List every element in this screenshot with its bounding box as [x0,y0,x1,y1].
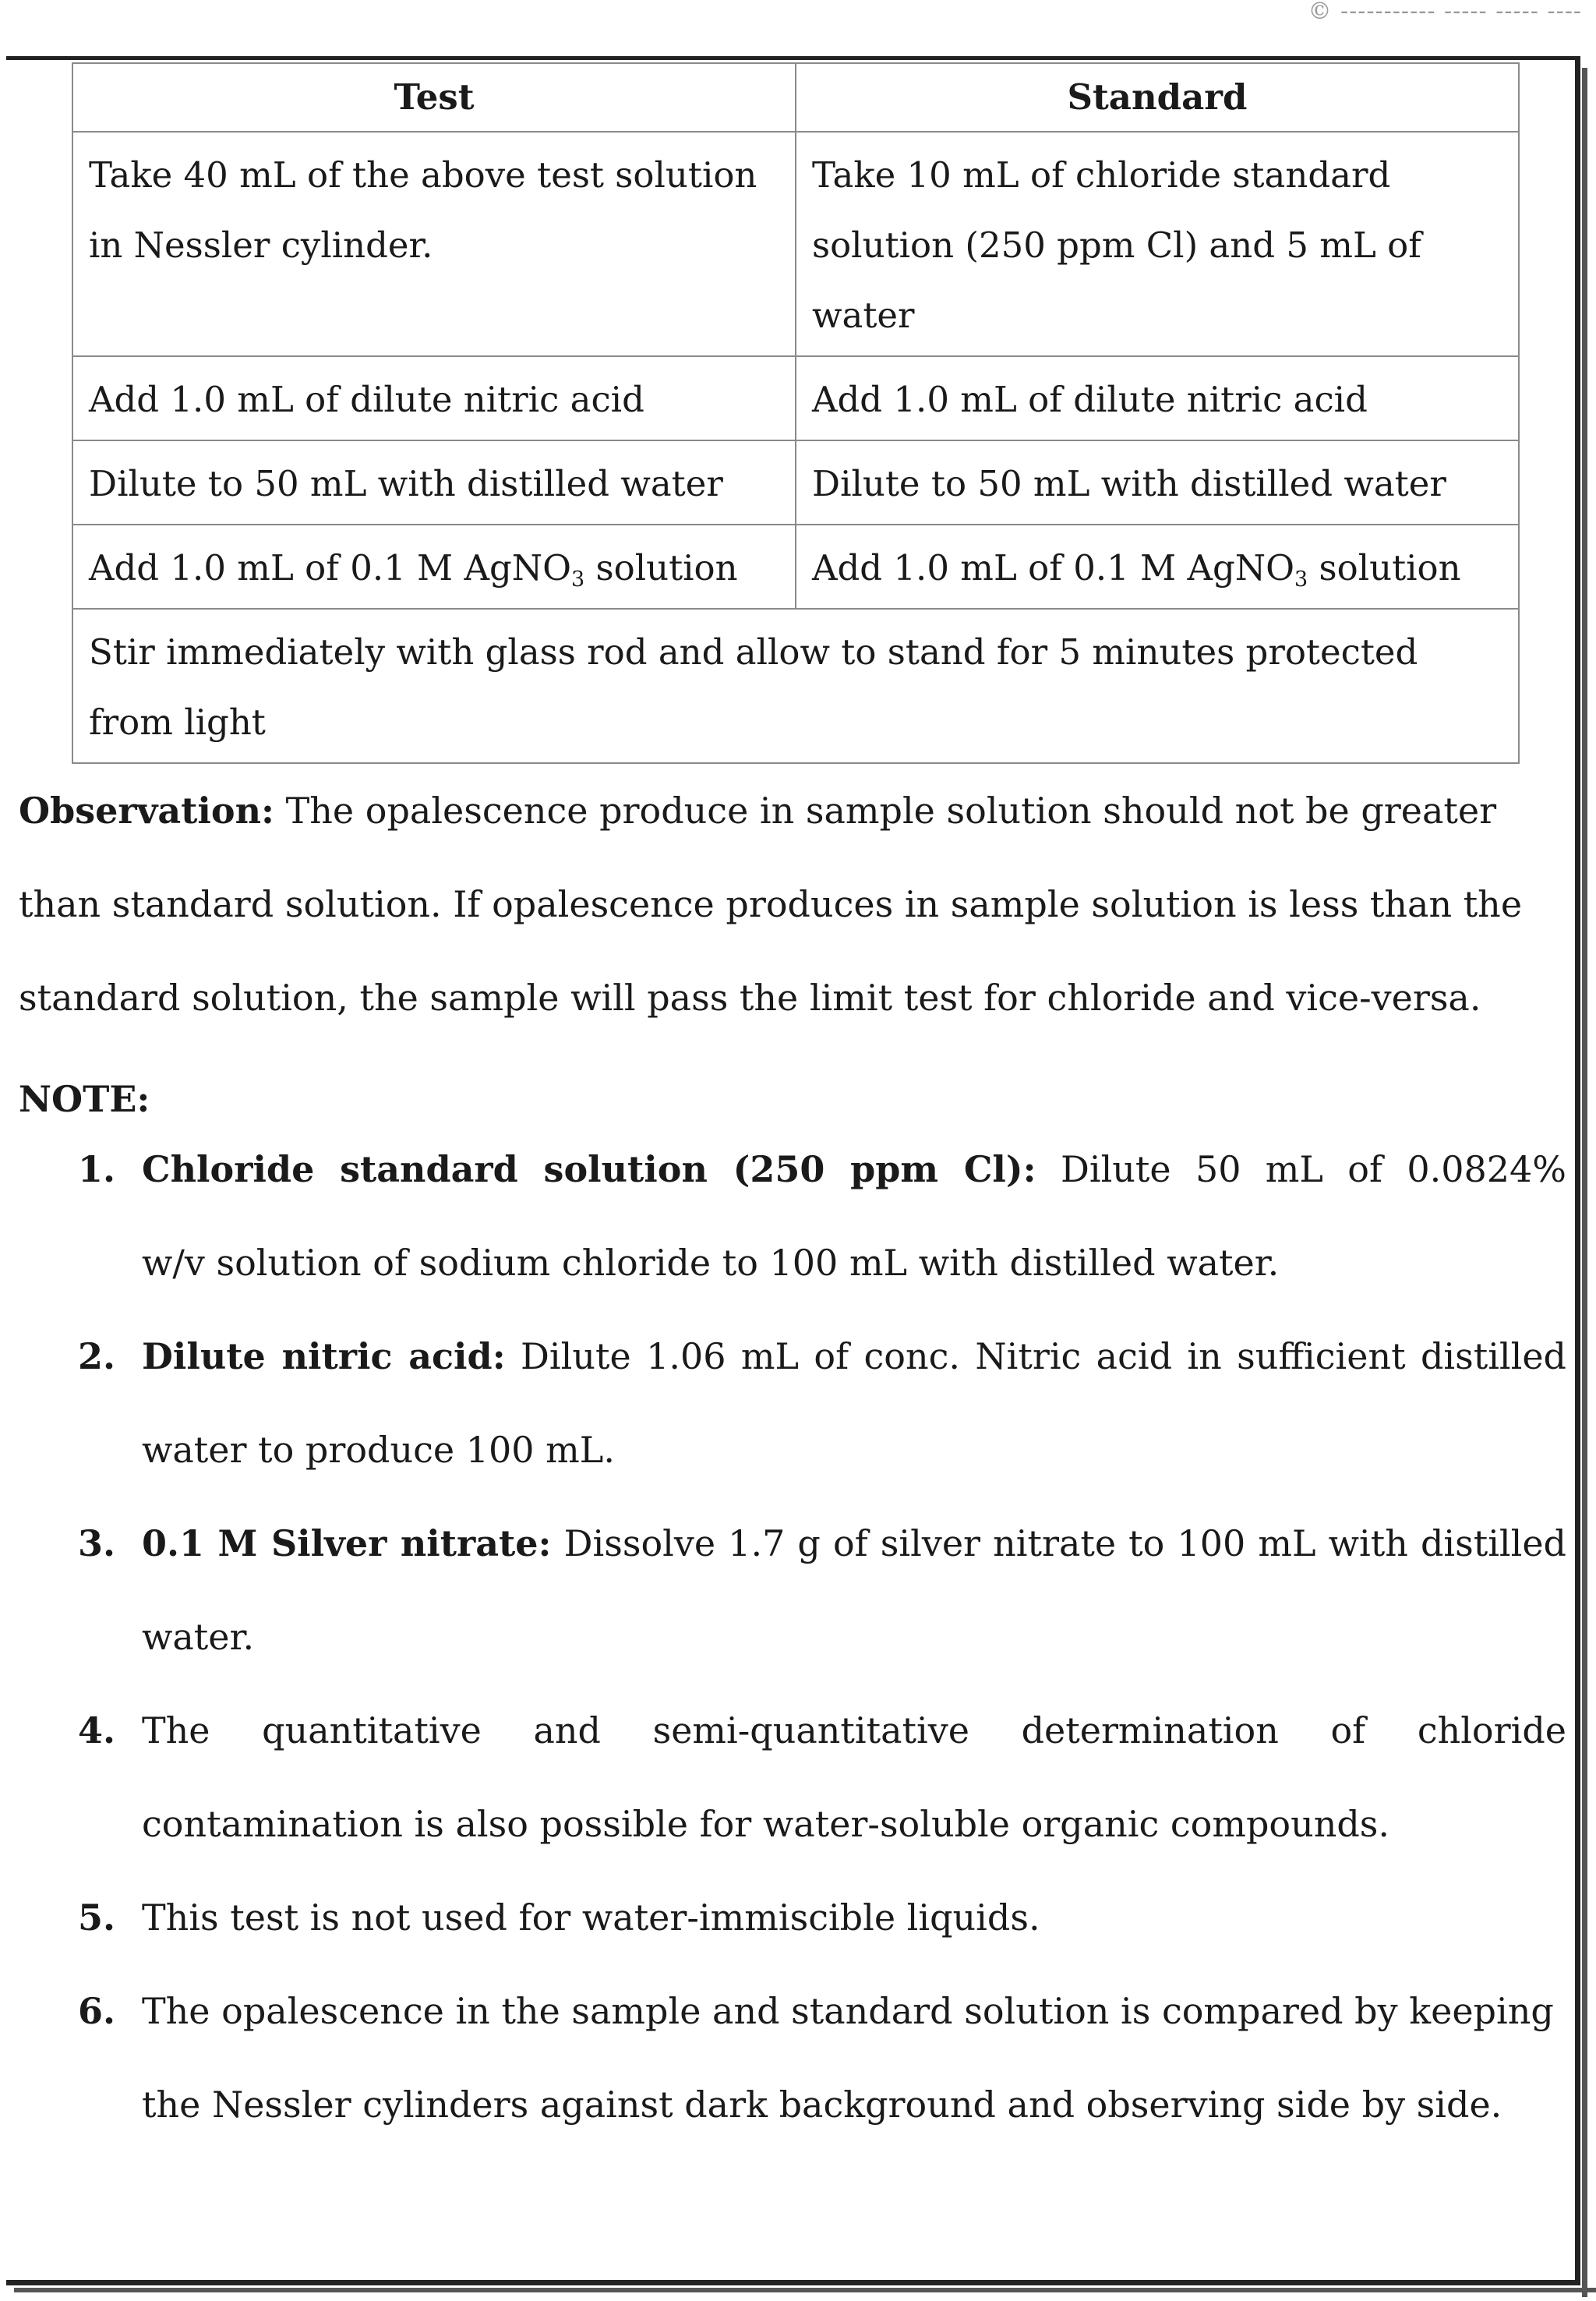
list-item [78,1310,1566,1497]
list-item [78,1871,1566,1964]
cell-line: Add 1.0 mL of dilute nitric acid [812,379,1368,420]
merged-cell [72,609,1519,763]
cell-text: solution [1308,547,1461,589]
cell-text: Add 1.0 mL of 0.1 M AgNO [812,547,1295,589]
standard-cell [796,440,1519,525]
list-number: 1. [78,1148,116,1190]
note-line: water to produce 100 mL. [142,1429,615,1471]
list-number: 3. [78,1522,116,1564]
standard-cell [796,356,1519,440]
observation-text: The opalescence produce in sample solution should not be greater [274,790,1497,832]
cell-line [89,533,781,603]
table-row [72,440,1519,525]
note-line: contamination is also possible for water-soluble organic compounds. [142,1803,1390,1845]
table-header-row [72,63,1519,132]
cell-line: from light [89,702,266,743]
note-heading: Dilute nitric acid: [142,1335,506,1377]
note-text: Dilute 50 mL of 0.0824% [1036,1148,1566,1190]
standard-cell [796,132,1519,356]
standard-cell [796,525,1519,609]
cell-text: solution [584,547,738,589]
table-row [72,525,1519,609]
observation-line: standard solution, the sample will pass the limit test for chloride and vice-versa. [19,977,1481,1019]
cell-text: Add 1.0 mL of 0.1 M AgNO [89,547,572,589]
note-heading: 0.1 M Silver nitrate: [142,1522,552,1564]
test-cell [72,356,796,440]
list-item [78,1122,1566,1310]
observation-paragraph [19,764,1570,1044]
observation-line: than standard solution. If opalescence produces in sample solution is less than the [19,883,1523,925]
list-number: 6. [78,1990,116,2032]
cell-line: in Nessler cylinder. [89,224,433,266]
column-header-standard: Standard [796,63,1519,132]
test-cell [72,132,796,356]
cell-line [812,533,1504,603]
cell-line: Dilute to 50 mL with distilled water [812,463,1446,504]
note-heading: Chloride standard solution (250 ppm Cl): [142,1148,1036,1190]
cell-line: Add 1.0 mL of dilute nitric acid [89,379,644,420]
table-row-merged [72,609,1519,763]
subscript: 3 [1294,567,1308,592]
note-line: The opalescence in the sample and standard solution is compared by keeping [142,1990,1554,2032]
list-number: 2. [78,1335,116,1377]
cell-line: Take 40 mL of the above test solution [89,154,757,196]
cell-line: Take 10 mL of chloride standard [812,154,1391,196]
cell-line: Stir immediately with glass rod and allow to stand for 5 minutes protected [89,631,1418,673]
note-line [142,1122,1566,1216]
list-item [78,1497,1566,1684]
note-line: This test is not used for water-immiscible liquids. [142,1896,1040,1939]
note-line: w/v solution of sodium chloride to 100 mL with distilled water. [142,1242,1280,1284]
note-line [142,1310,1566,1403]
note-line: water. [142,1616,255,1658]
note-text: Dilute 1.06 mL of conc. Nitric acid in sufficient distilled [505,1335,1566,1377]
notes-list [78,1122,1566,2151]
test-cell [72,525,796,609]
list-item [78,1964,1566,2151]
procedure-table [72,62,1520,764]
table-row [72,356,1519,440]
column-header-test: Test [72,63,796,132]
list-number: 4. [78,1709,116,1751]
note-line [142,1497,1566,1590]
observation-line [19,764,1570,857]
subscript: 3 [571,567,585,592]
list-item [78,1684,1566,1871]
observation-label: Observation: [19,790,274,832]
note-line: the Nessler cylinders against dark background and observing side by side. [142,2084,1502,2126]
note-text: Dissolve 1.7 g of silver nitrate to 100 mL with distilled [551,1522,1566,1564]
list-number: 5. [78,1896,116,1939]
test-cell [72,440,796,525]
page-header-copyright: © ----------- ----- ----- ---- [1308,0,1582,25]
table-row [72,132,1519,356]
note-title: NOTE: [19,1078,150,1120]
cell-line: water [812,295,915,336]
note-line: The quantitative and semi-quantitative determination of chloride [142,1709,1566,1751]
cell-line: Dilute to 50 mL with distilled water [89,463,723,504]
cell-line: solution (250 ppm Cl) and 5 mL of [812,224,1421,266]
